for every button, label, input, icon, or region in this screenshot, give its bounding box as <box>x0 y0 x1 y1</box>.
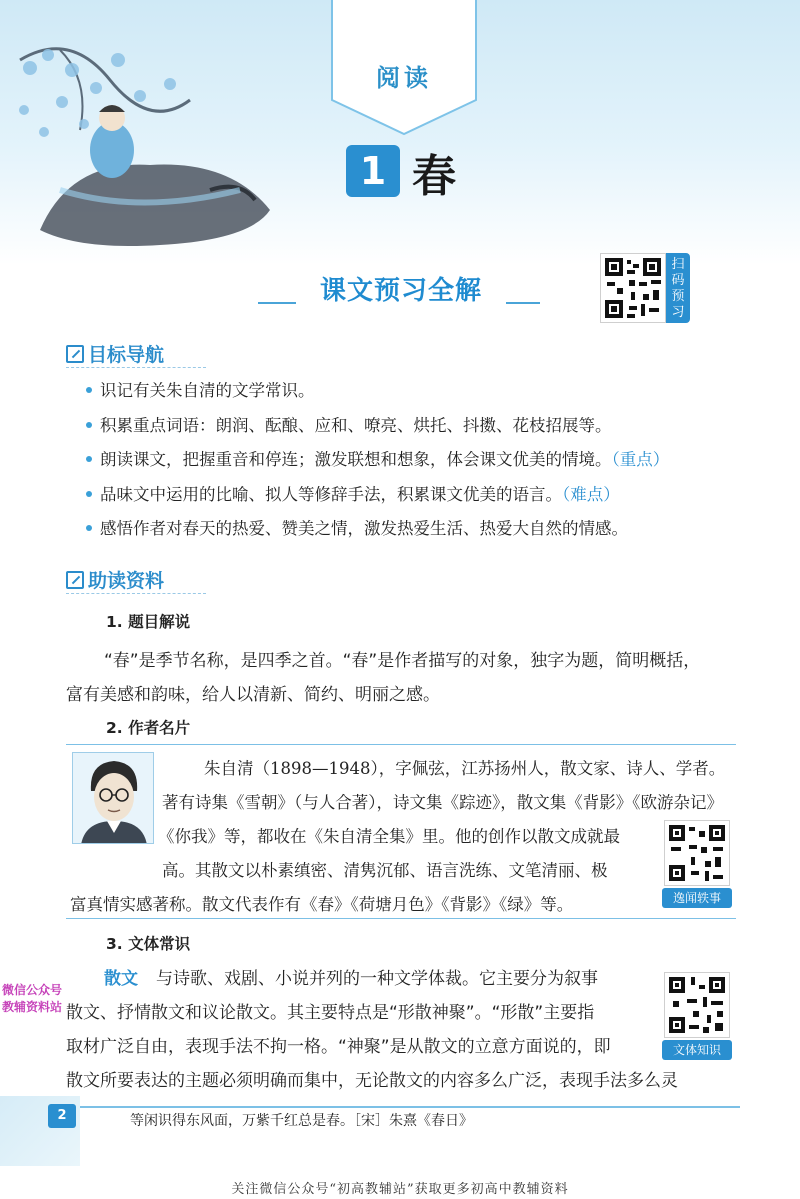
list-item <box>86 449 726 484</box>
subsection-title-author: 2. 作者名片 <box>106 719 191 737</box>
goals-heading <box>66 340 164 367</box>
bullet-dot-icon <box>86 387 92 393</box>
author-bio-line-3: 《你我》等，都收在《朱自清全集》里。他的创作以散文成就最 <box>158 827 620 846</box>
genre-line-1-text: 与诗歌、戏剧、小说并列的一种文学体裁。它主要分为叙事 <box>156 969 598 989</box>
ink-painting-illustration <box>0 40 330 270</box>
goal-tag: （难点） <box>562 484 620 504</box>
qr-code-pattern <box>665 821 729 885</box>
author-bio-line-5: 富真情实感著称。散文代表作有《春》《荷塘月色》《背影》《绿》等。 <box>70 895 574 914</box>
goals-heading-underline <box>66 367 206 368</box>
title-explanation-line-2: 富有美感和韵味，给人以清新、简约、明丽之感。 <box>66 685 440 705</box>
list-item <box>86 415 726 450</box>
pencil-note-icon <box>66 571 84 589</box>
footer-quote <box>130 1110 473 1130</box>
title-explanation-line-1: “春”是季节名称，是四季之首。“春”是作者描写的对象，独字为题，简明概括， <box>104 651 701 671</box>
footer-quote-source: ［宋］朱熹《春日》 <box>354 1113 473 1129</box>
footer-rule <box>80 1106 740 1108</box>
author-bio-line-1: 朱自清（1898—1948），字佩弦，江苏扬州人，散文家、诗人、学者。 <box>204 759 726 778</box>
list-item <box>86 380 726 415</box>
subsection-title-genre: 3. 文体常识 <box>106 935 191 953</box>
goal-tag: （重点） <box>611 450 670 469</box>
footer-quote-text: 等闲识得东风面，万紫千红总是春。 <box>130 1113 354 1129</box>
banner-left-line <box>258 302 296 304</box>
qr-code-pattern <box>601 254 665 322</box>
genre-line-2: 散文、抒情散文和议论散文。其主要特点是“形散神聚”。“形散”主要指 <box>66 1003 595 1023</box>
qr-code-genre[interactable] <box>664 972 730 1038</box>
qr-label-preview: 扫码预习 <box>666 253 690 323</box>
banner-right-line <box>506 302 540 304</box>
genre-line-4: 散文所要表达的主题必须明确而集中，无论散文的内容多么广泛，表现手法多么灵 <box>66 1071 678 1091</box>
qr-label-genre: 文体知识 <box>662 1040 732 1060</box>
watermark-stamp <box>2 982 62 1016</box>
author-portrait-drawing <box>73 753 154 844</box>
qr-label-anecdotes: 逸闻轶事 <box>662 888 732 908</box>
reading-heading-label: 助读资料 <box>88 570 165 592</box>
bullet-dot-icon <box>86 491 92 497</box>
genre-line-1 <box>104 962 598 996</box>
author-card-bottom-rule <box>66 918 736 919</box>
watermark-line-1: 微信公众号 <box>2 983 63 997</box>
goal-text: 朗读课文，把握重音和停连；激发联想和想象，体会课文优美的情境。 <box>100 450 612 469</box>
goals-list <box>86 380 726 553</box>
goal-text: 识记有关朱自清的文学常识。 <box>100 381 315 400</box>
bullet-dot-icon <box>86 456 92 462</box>
section-name: 阅读 <box>376 64 432 92</box>
author-portrait <box>72 752 154 844</box>
reading-heading-underline <box>66 593 206 594</box>
goal-text: 品味文中运用的比喻、拟人等修辞手法，积累课文优美的语言。 <box>100 484 562 504</box>
page-number: 2 <box>48 1104 76 1128</box>
qr-code-anecdotes[interactable] <box>664 820 730 886</box>
banner-title: 课文预习全解 <box>319 276 482 306</box>
goal-text: 感悟作者对春天的热爱、赞美之情，激发热爱生活、热爱大自然的情感。 <box>100 519 628 538</box>
bullet-dot-icon <box>86 422 92 428</box>
goals-heading-label: 目标导航 <box>88 344 165 366</box>
goal-text: 积累重点词语：朗润、酝酿、应和、嘹亮、烘托、抖擞、花枝招展等。 <box>100 415 612 435</box>
page-header <box>0 0 800 265</box>
author-card-top-rule <box>66 744 736 745</box>
edit-note-icon <box>66 345 84 363</box>
author-bio-line-4: 高。其散文以朴素缜密、清隽沉郁、语言洗练、文笔清丽、极 <box>162 861 608 880</box>
author-bio-line-2: 著有诗集《雪朝》（与人合著），诗文集《踪迹》，散文集《背影》《欧游杂记》 <box>162 793 723 812</box>
genre-term: 散文 <box>104 969 138 989</box>
lesson-title: 春 <box>412 151 456 202</box>
bullet-dot-icon <box>86 525 92 531</box>
reading-heading <box>66 566 164 593</box>
promo-caption: 关注微信公众号“初高教辅站”获取更多初高中教辅资料 <box>231 1182 569 1197</box>
qr-code-preview[interactable] <box>600 253 666 323</box>
subsection-title-explanation: 1. 题目解说 <box>106 613 191 631</box>
genre-line-3: 取材广泛自由，表现手法不拘一格。“神聚”是从散文的立意方面说的，即 <box>66 1037 611 1057</box>
list-item <box>86 518 726 553</box>
qr-code-pattern <box>665 973 729 1037</box>
list-item <box>86 484 726 519</box>
lesson-number-badge: 1 <box>346 145 400 197</box>
watermark-line-2: 教辅资料站 <box>2 1000 63 1014</box>
